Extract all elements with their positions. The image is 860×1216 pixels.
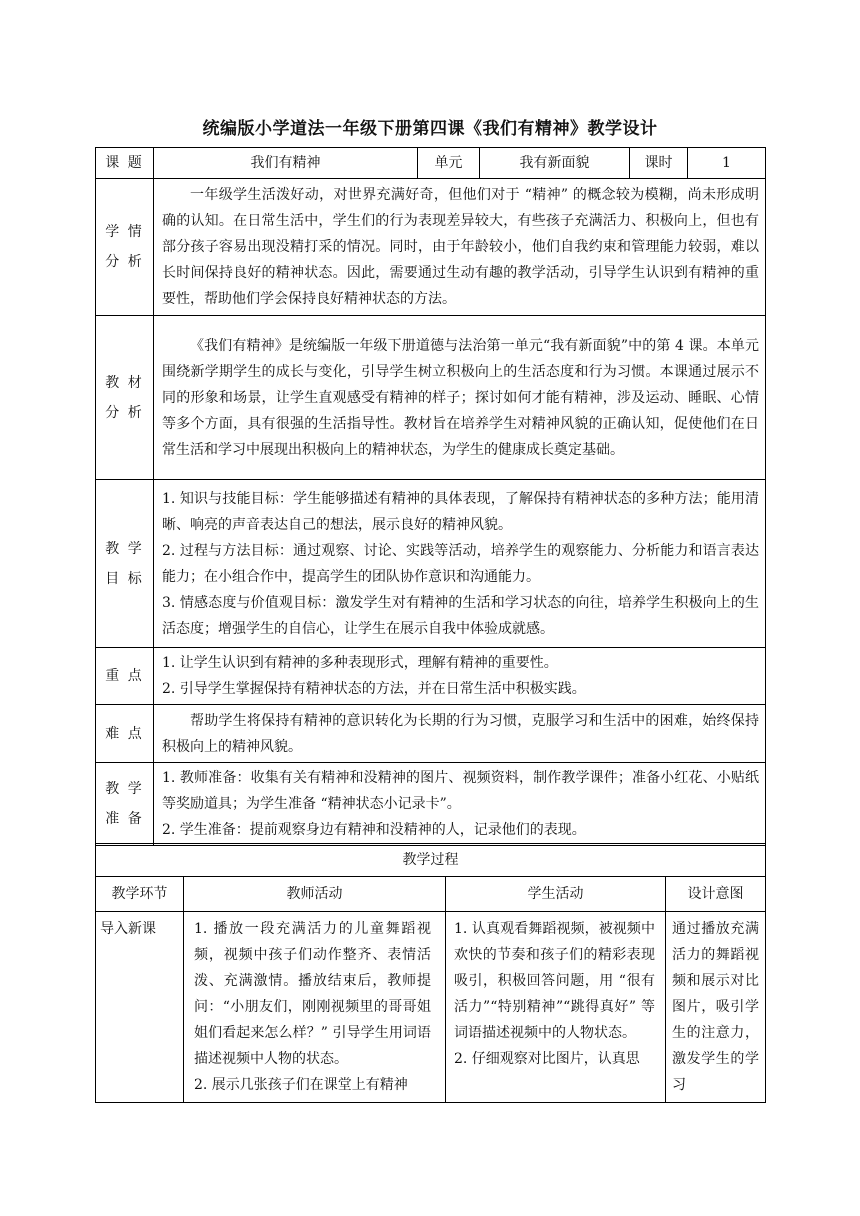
- material-analysis: 《我们有精神》是统编版一年级下册道德与法治第一单元“我有新面貌”中的第 4 课。本单元围绕新学期学生的成长与变化，引导学生树立积极向上的生活态度和行为习惯。本课通过展示不同的形象和场景，让学生直观感受有精神的样子；探讨如何才能有精神，涉及运动、睡眠、心情等多个方面，具有很强的生活指导性。教材旨在培养学生对精神风貌的正确认知，促使他们在日常生活和学习中展现出积极向上的精神状态，为学生的健康成长奠定基础。: [154, 316, 766, 480]
- learner-label: 学 情 分 析: [96, 179, 154, 316]
- lesson-info-table: [95, 147, 766, 846]
- prep-item: 2. 学生准备：提前观察身边有精神和没精神的人，记录他们的表现。: [162, 822, 586, 838]
- teaching-goals: [154, 480, 766, 648]
- goal-item: 2. 过程与方法目标：通过观察、讨论、实践等活动，培养学生的观察能力、分析能力和语言表达能力；在小组合作中，提高学生的团队协作意识和沟通能力。: [162, 542, 759, 585]
- difficulty-points: 帮助学生将保持有精神的意识转化为长期的行为习惯，克服学习和生活中的困难，始终保持积极向上的精神风貌。: [154, 705, 766, 763]
- column-header: 设计意图: [666, 877, 766, 912]
- key-row: [96, 648, 766, 705]
- hours-value: 1: [688, 148, 766, 179]
- design-intent: 通过播放充满活力的舞蹈视频和展示对比图片，吸引学生的注意力，激发学生的学习: [666, 912, 766, 1103]
- teaching-prep: [154, 763, 766, 846]
- goals-label: 教 学 目 标: [96, 480, 154, 648]
- goal-item: 3. 情感态度与价值观目标：激发学生对有精神的生活和学习状态的向往，培养学生积极向上的生活态度；增强学生的自信心，让学生在展示自我中体验成就感。: [162, 594, 759, 637]
- student-activity: 1. 认真观看舞蹈视频，被视频中欢快的节奏和孩子们的精彩表现吸引，积极回答问题，用 “很有活力”“特别精神”“跳得真好” 等词语描述视频中的人物状态。 2. 仔细观察对比图片，认真思: [446, 912, 666, 1103]
- material-row: [96, 316, 766, 480]
- hours-label: 课时: [630, 148, 688, 179]
- key-label: 重 点: [96, 648, 154, 705]
- teacher-activity: 1. 播放一段充满活力的儿童舞蹈视频，视频中孩子们动作整齐、表情活泼、充满激情。播放结束后，教师提问：“小朋友们，刚刚视频里的哥哥姐姐们看起来怎么样？” 引导学生用词语描述视频中人物的状态。 2. 展示几张孩子们在课堂上有精神: [184, 912, 446, 1103]
- document-title: 统编版小学道法一年级下册第四课《我们有精神》教学设计: [202, 119, 658, 139]
- info-row: [96, 148, 766, 179]
- column-header: 学生活动: [446, 877, 666, 912]
- difficulty-label: 难 点: [96, 705, 154, 763]
- key-item: 2. 引导学生掌握保持有精神状态的方法，并在日常生活中积极实践。: [162, 681, 586, 697]
- process-row: [96, 912, 766, 1103]
- prep-label: 教 学 准 备: [96, 763, 154, 846]
- unit-value: 我有新面貌: [480, 148, 630, 179]
- process-columns-row: [96, 877, 766, 912]
- topic-label: 课 题: [96, 148, 154, 179]
- teaching-process-table: [95, 843, 766, 1103]
- learner-row: [96, 179, 766, 316]
- column-header: 教师活动: [184, 877, 446, 912]
- unit-label: 单元: [418, 148, 480, 179]
- process-header-row: [96, 844, 766, 877]
- goals-row: [96, 480, 766, 648]
- stage-cell: 导入新课: [96, 912, 184, 1103]
- topic-value: 我们有精神: [154, 148, 418, 179]
- goal-item: 1. 知识与技能目标：学生能够描述有精神的具体表现，了解保持有精神状态的多种方法；能用清晰、响亮的声音表达自己的想法，展示良好的精神风貌。: [162, 490, 759, 533]
- key-item: 1. 让学生认识到有精神的多种表现形式，理解有精神的重要性。: [162, 655, 558, 671]
- material-label: 教 材 分 析: [96, 316, 154, 480]
- learner-analysis: 一年级学生活泼好动，对世界充满好奇，但他们对于 “精神” 的概念较为模糊，尚未形成明确的认知。在日常生活中，学生们的行为表现差异较大，有些孩子充满活力、积极向上，但也有部分孩子容易出现没精打采的情况。同时，由于年龄较小，他们自我约束和管理能力较弱，难以长时间保持良好的精神状态。因此，需要通过生动有趣的教学活动，引导学生认识到有精神的重要性，帮助他们学会保持良好精神状态的方法。: [154, 179, 766, 316]
- key-points: [154, 648, 766, 705]
- difficulty-row: [96, 705, 766, 763]
- process-header: 教学过程: [96, 844, 766, 877]
- prep-row: [96, 763, 766, 846]
- column-header: 教学环节: [96, 877, 184, 912]
- prep-item: 1. 教师准备：收集有关有精神和没精神的图片、视频资料，制作教学课件；准备小红花、小贴纸等奖励道具；为学生准备 “精神状态小记录卡”。: [162, 770, 759, 812]
